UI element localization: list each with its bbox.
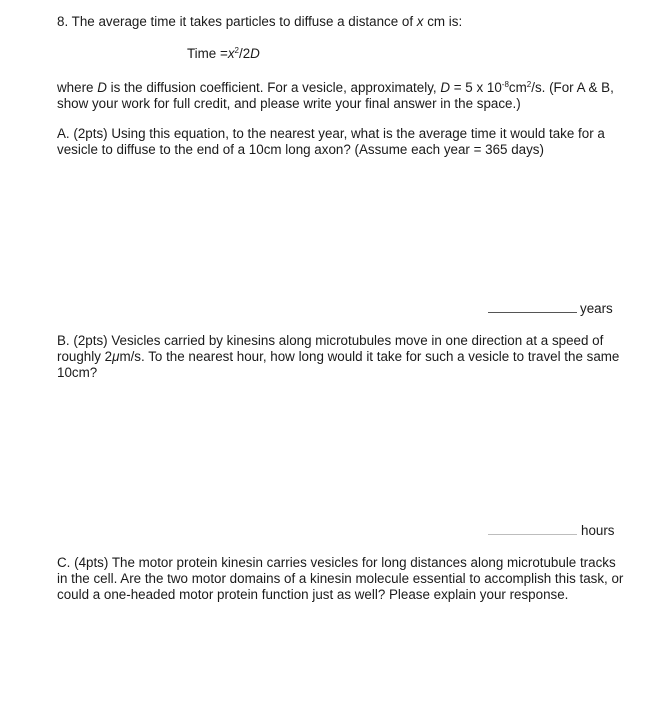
- intro-line-2: show your work for full credit, and please write your final answer in the space.): [57, 96, 521, 111]
- part-b-line-3: 10cm?: [57, 365, 98, 380]
- part-b-answer-blank[interactable]: [488, 534, 577, 535]
- question-title-tail: cm is:: [427, 14, 463, 29]
- exponent: -8: [501, 80, 509, 89]
- intro-text: /s. (For A & B,: [531, 80, 614, 95]
- part-b-text: roughly 2: [57, 349, 113, 364]
- diffusion-equation: [187, 46, 260, 62]
- intro-line-1: [57, 80, 614, 96]
- variable-d: D: [440, 80, 451, 95]
- question-title-text: 8. The average time it takes particles to diffuse a distance of: [57, 14, 414, 29]
- part-a-line-1: A. (2pts) Using this equation, to the nearest year, what is the average time it would take for a: [57, 126, 605, 141]
- intro-text: cm: [508, 80, 527, 95]
- equation-d: D: [250, 46, 260, 61]
- part-c-line-1: C. (4pts) The motor protein kinesin carries vesicles for long distances along microtubule tracks: [57, 555, 616, 570]
- question-title: [57, 14, 462, 30]
- part-a-unit: years: [580, 301, 613, 316]
- equation-exponent: 2: [234, 46, 239, 55]
- part-b-line-1: B. (2pts) Vesicles carried by kinesins along microtubules move in one direction at a speed of: [57, 333, 604, 348]
- part-c-line-2: in the cell. Are the two motor domains of a kinesin molecule essential to accomplish this task, or: [57, 571, 624, 586]
- mu-symbol: μ: [112, 349, 120, 364]
- equation-divisor: /2: [238, 46, 251, 61]
- equation-x: x: [227, 46, 235, 61]
- intro-text: = 5 x 10: [453, 80, 502, 95]
- part-a-answer-blank[interactable]: [488, 312, 577, 313]
- part-b-text: m/s. To the nearest hour, how long would it take for such a vesicle to travel the same: [119, 349, 620, 364]
- part-c-line-3: could a one-headed motor protein function just as well? Please explain your response.: [57, 587, 569, 602]
- variable-x: x: [416, 14, 424, 29]
- part-b-unit: hours: [581, 523, 615, 538]
- part-a-line-2: vesicle to diffuse to the end of a 10cm long axon? (Assume each year = 365 days): [57, 142, 544, 157]
- equation-lhs: Time =: [187, 46, 228, 61]
- intro-text: where: [57, 80, 94, 95]
- exponent: 2: [526, 80, 532, 89]
- variable-d: D: [97, 80, 107, 95]
- intro-text: is the diffusion coefficient. For a vesicle, approximately,: [110, 80, 437, 95]
- part-b-line-2: [57, 349, 619, 365]
